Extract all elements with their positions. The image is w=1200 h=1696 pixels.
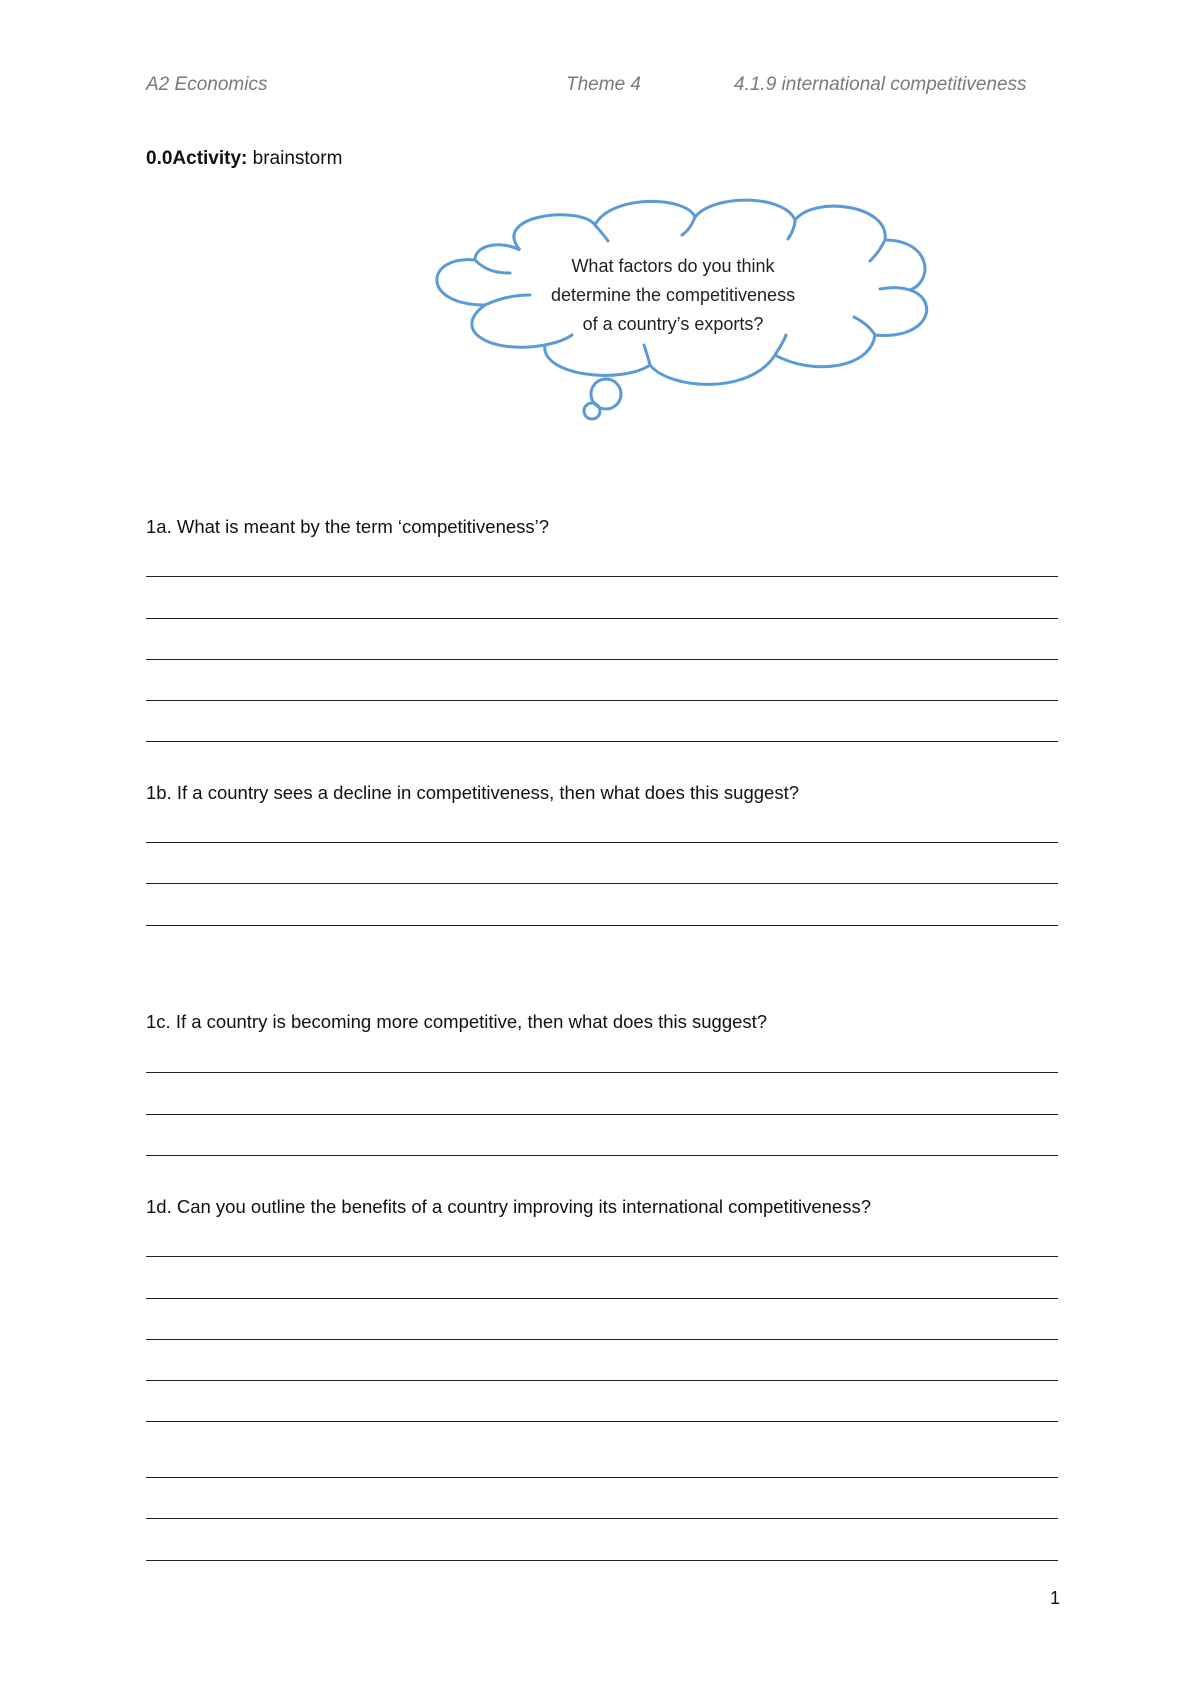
answer-line[interactable]: [146, 618, 1058, 619]
answer-line[interactable]: [146, 1518, 1058, 1519]
thought-cloud-text: [520, 252, 826, 339]
activity-heading: [146, 148, 342, 170]
header-topic: 4.1.9 international competitiveness: [734, 74, 1027, 95]
answer-line[interactable]: [146, 842, 1058, 843]
answer-line[interactable]: [146, 1256, 1058, 1257]
question-1a: 1a. What is meant by the term ‘competitiveness’?: [146, 516, 550, 537]
answer-line[interactable]: [146, 700, 1058, 701]
question-1b: 1b. If a country sees a decline in competitiveness, then what does this suggest?: [146, 782, 800, 803]
answer-line[interactable]: [146, 1380, 1058, 1381]
activity-text: brainstorm: [252, 148, 343, 169]
header-course: A2 Economics: [146, 74, 268, 95]
answer-line[interactable]: [146, 1072, 1058, 1073]
cloud-line: What factors do you think: [571, 256, 775, 276]
question-1c: 1c. If a country is becoming more competitive, then what does this suggest?: [146, 1011, 768, 1032]
answer-line[interactable]: [146, 1421, 1058, 1422]
answer-line[interactable]: [146, 576, 1058, 577]
answer-line[interactable]: [146, 883, 1058, 884]
answer-line[interactable]: [146, 1339, 1058, 1340]
answer-line[interactable]: [146, 1477, 1058, 1478]
answer-line[interactable]: [146, 1298, 1058, 1299]
cloud-line: determine the competitiveness: [550, 285, 796, 305]
activity-label: 0.0Activity:: [146, 148, 248, 169]
answer-line[interactable]: [146, 1560, 1058, 1561]
answer-line[interactable]: [146, 1155, 1058, 1156]
page-number: 1: [1050, 1588, 1061, 1608]
header-theme: Theme 4: [566, 74, 641, 95]
answer-line[interactable]: [146, 741, 1058, 742]
cloud-line: of a country’s exports?: [582, 314, 764, 334]
answer-line[interactable]: [146, 659, 1058, 660]
answer-line[interactable]: [146, 1114, 1058, 1115]
answer-line[interactable]: [146, 925, 1058, 926]
question-1d: 1d. Can you outline the benefits of a country improving its international competitiveness?: [146, 1196, 871, 1217]
